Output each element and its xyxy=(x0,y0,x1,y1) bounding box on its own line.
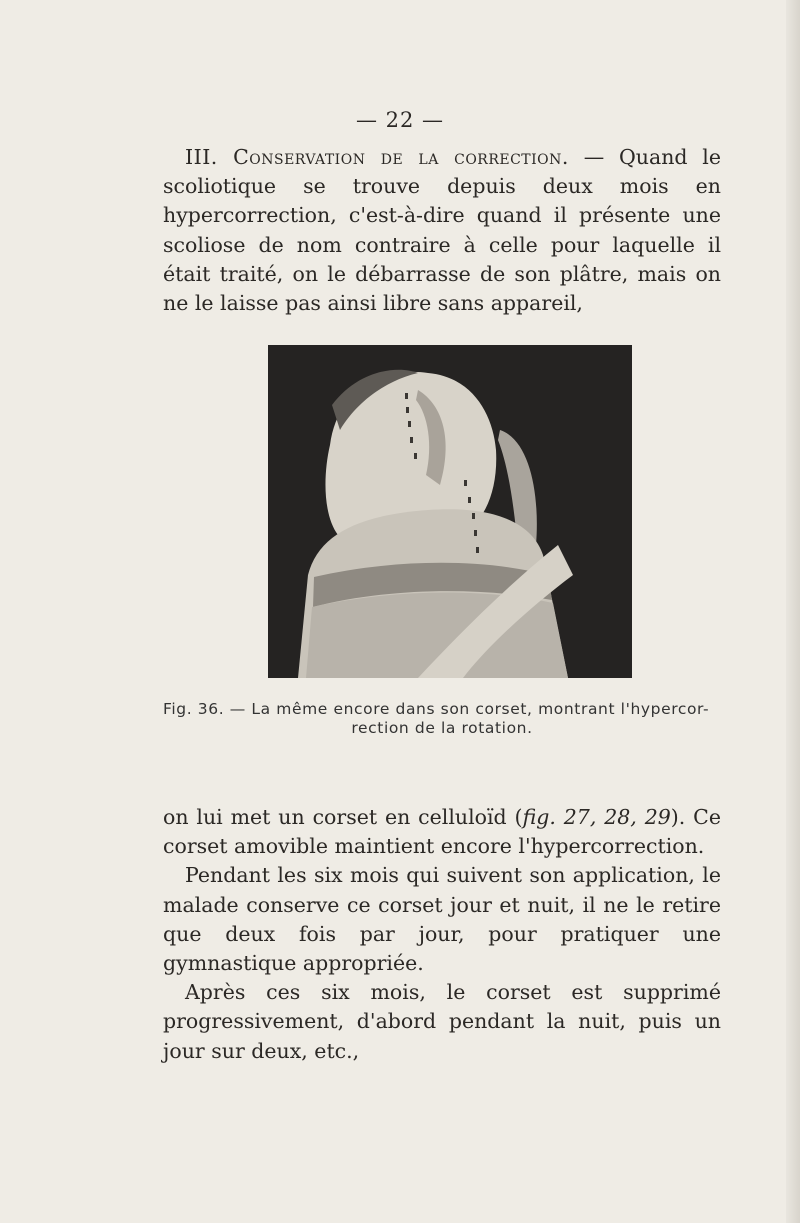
continuation-paragraph-1 xyxy=(163,803,721,861)
continuation-paragraph-2: Pendant les six mois qui suivent son application, le malade conserve ce corset jour et nuit, il ne le retire que deux fois par jour, pour pratiquer une gymnastique appropriée. xyxy=(163,863,721,976)
section-text xyxy=(163,143,721,318)
page-edge xyxy=(786,0,800,1223)
figure-reference: fig. 27, 28, 29 xyxy=(522,805,671,829)
continuation-text-before-ref: on lui met un corset en celluloïd ( xyxy=(163,805,523,829)
figure-photograph xyxy=(268,345,632,678)
section-paragraph xyxy=(163,143,721,318)
section-heading: III. Conservation de la correction. xyxy=(185,145,569,169)
caption-line-2: rection de la rotation. xyxy=(351,718,533,737)
patient-in-corset-photo xyxy=(268,345,632,678)
continuation-text-after-ref: ). Ce corset amovible maintient encore l'hypercorrection. xyxy=(163,805,722,859)
section-paragraph-1: — Quand le scoliotique se trouve depuis deux mois en hypercorrection, c'est-à-dire quand il présente une scoliose de nom contraire à celle pour laquelle il était traité, on le débarrasse de son plâtre, mais on ne le laisse pas ainsi libre sans appareil, xyxy=(163,145,721,316)
caption-line-1: Fig. 36. — La même encore dans son corset, montrant l'hypercor- xyxy=(163,700,710,718)
continuation-text xyxy=(163,803,721,1066)
page-number: — 22 — xyxy=(355,108,445,132)
continuation-paragraph-3: Après ces six mois, le corset est supprimé progressivement, d'abord pendant la nuit, puis un jour sur deux, etc., xyxy=(163,980,721,1063)
figure-caption xyxy=(163,700,721,737)
